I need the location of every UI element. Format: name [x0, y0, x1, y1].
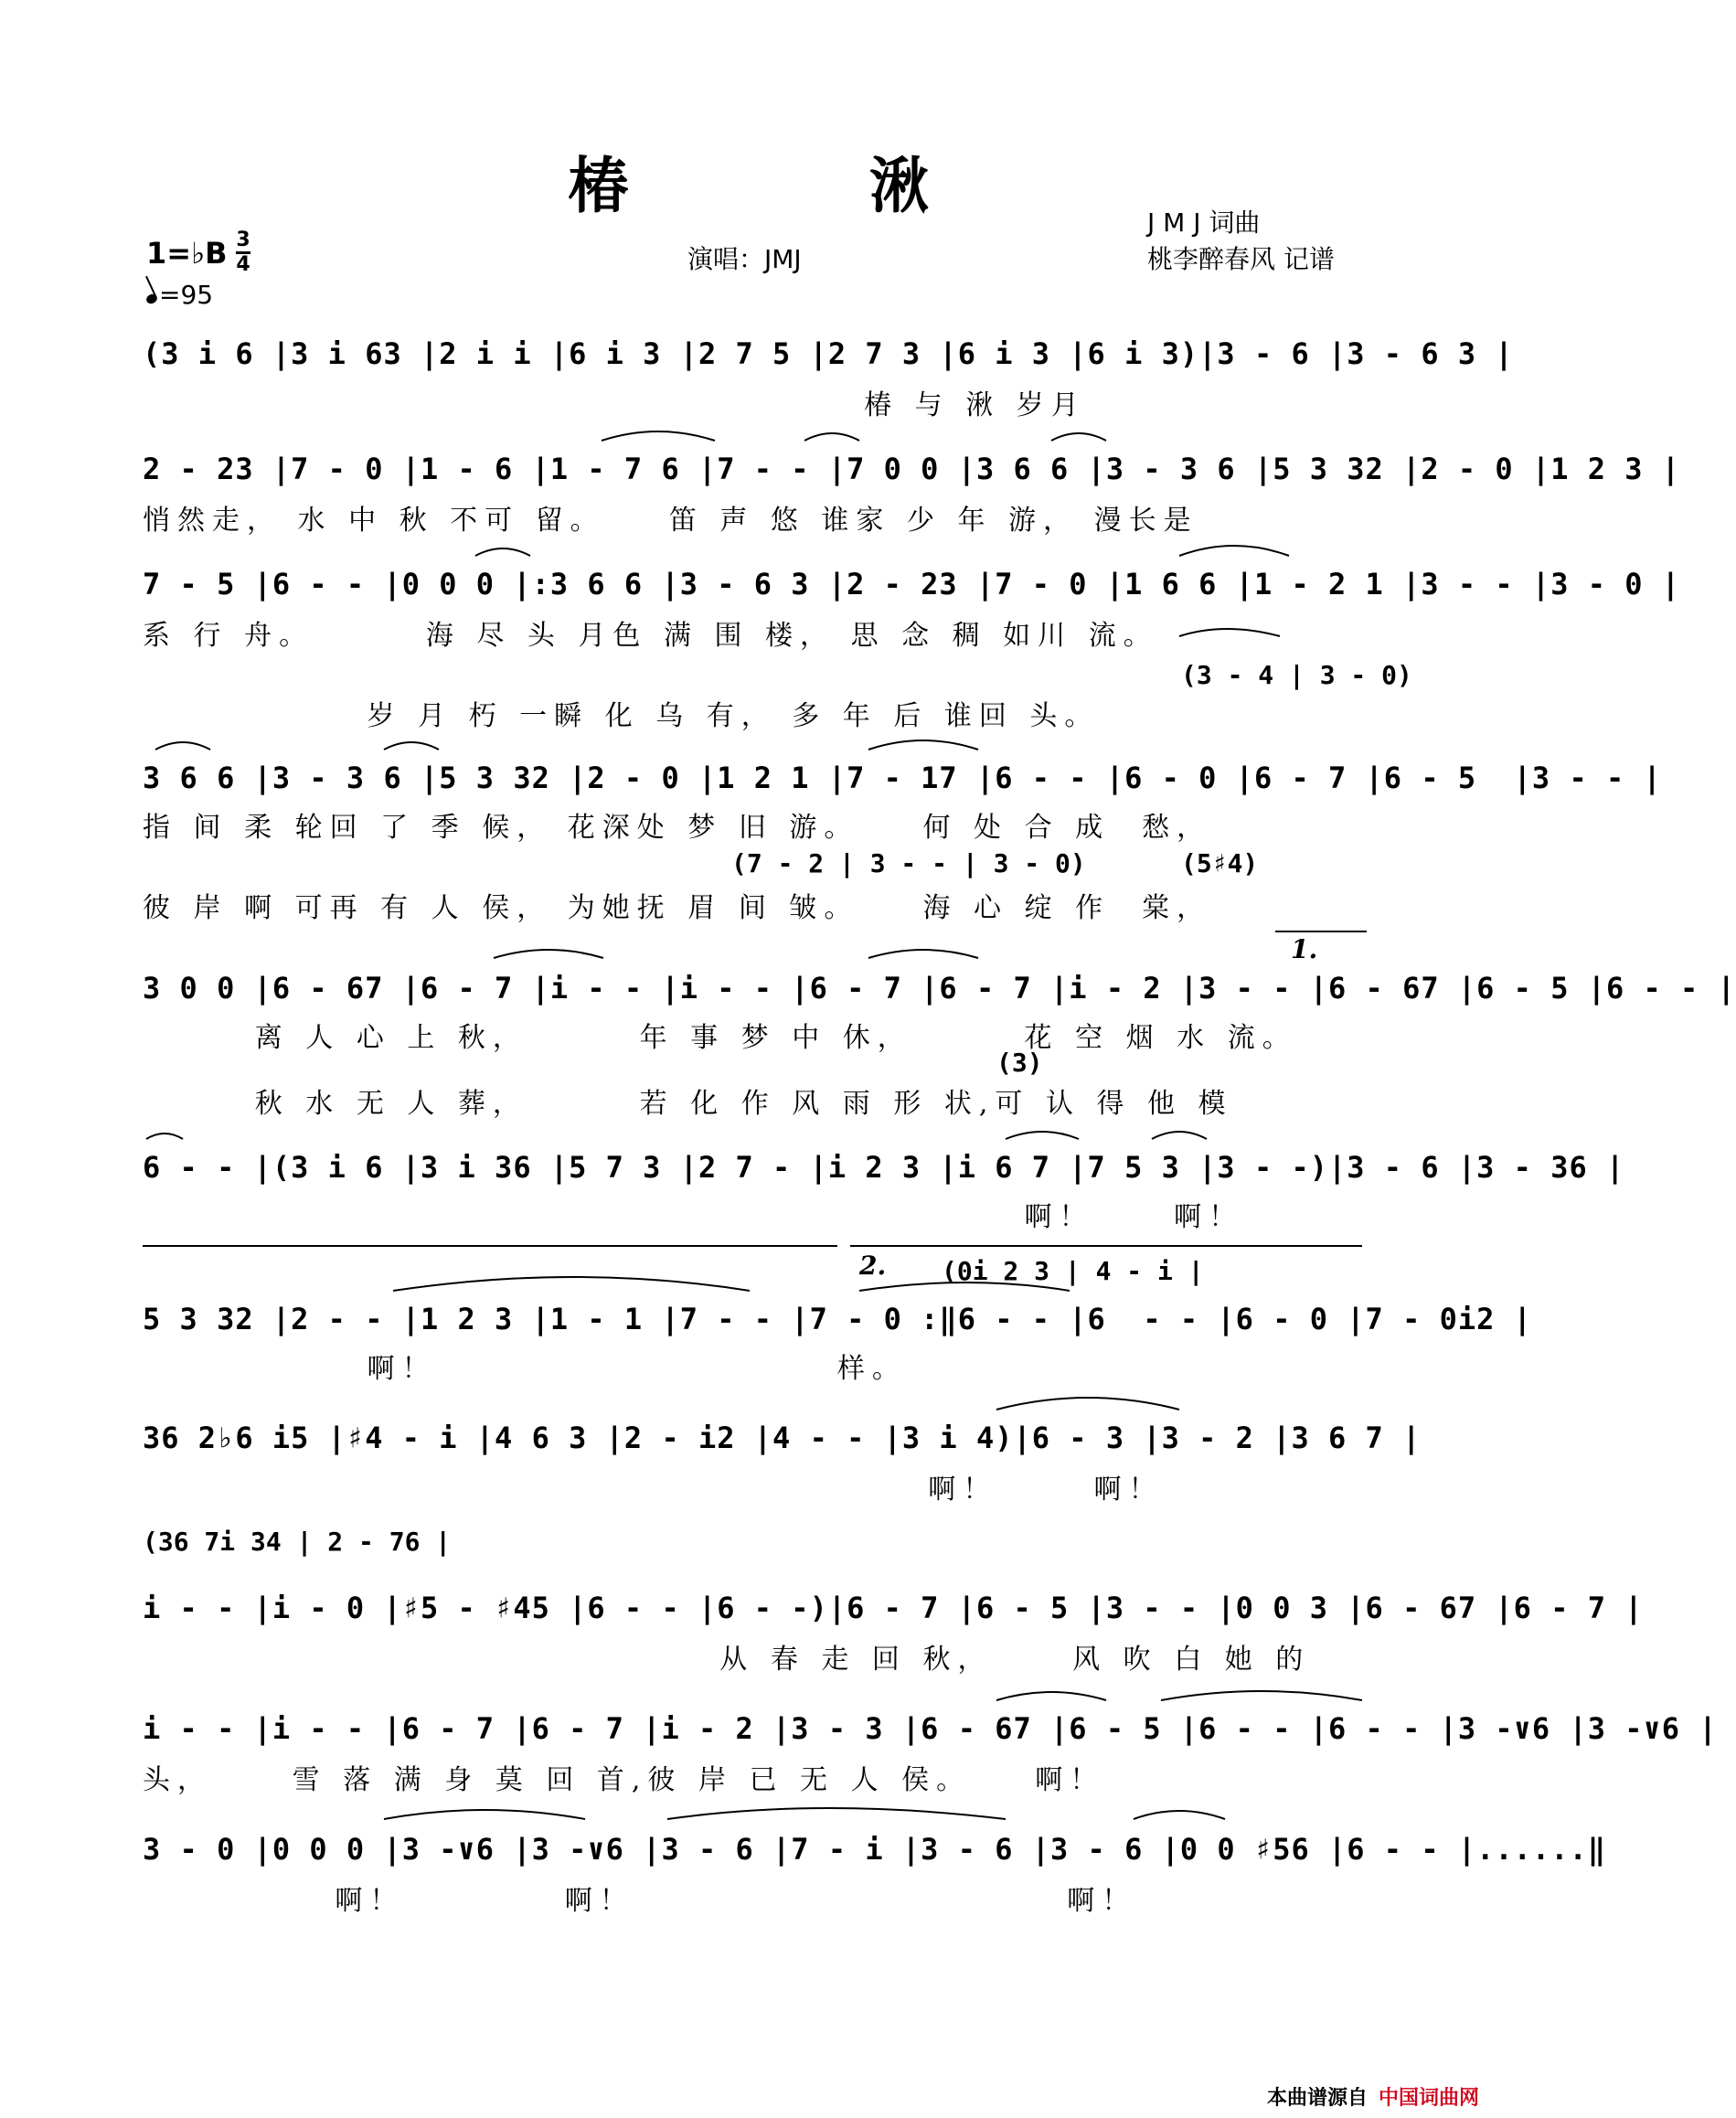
lyric-line-13: 头， 雪 落 满 身 莫 回 首,彼 岸 已 无 人 侯。 啊！	[143, 1764, 1105, 1796]
alt-phrase-notes: (7 - 2 | 3 - - | 3 - 0)	[731, 848, 1086, 878]
meter-top: 3	[236, 229, 250, 251]
score-line-9: 6 - - |(3 i 6 |3 i 36 |5 7 3 |2 7 - |i 2 3 |i 6 7 |7 5 3 |3 - -)|3 - 6 |3 - 36 |	[143, 1150, 1625, 1185]
key-signature: 1=♭B	[146, 236, 228, 271]
upper-voice-notes-2: (36 7i 34 | 2 - 76 |	[143, 1527, 452, 1557]
lyric-line-10: 啊！ 样。	[143, 1353, 907, 1385]
score-line-2: 2 - 23 |7 - 0 |1 - 6 |1 - 7 6 |7 - - |7 0 0 |3 6 6 |3 - 3 6 |5 3 32 |2 - 0 |1 2 3 |	[143, 452, 1681, 486]
score-line-11: 36 2♭6 i5 |♯4 - i |4 6 3 |2 - i2 |4 - - |3 i 4)|6 - 3 |3 - 2 |3 6 7 |	[143, 1421, 1422, 1455]
lyric-line-1: 椿 与 湫 岁月	[143, 389, 1086, 421]
tempo-value: =95	[159, 280, 214, 310]
footer-site-name: 中国词曲网	[1378, 2087, 1479, 2110]
alt-ending-notes: (3 - 4 | 3 - 0)	[1181, 660, 1412, 690]
lyric-line-5: 指 间 柔 轮回 了 季 候， 花深处 梦 旧 游。 何 处 合 成 愁，	[143, 812, 1212, 844]
lyric-line-3: 系 行 舟。 海 尽 头 月色 满 围 楼， 思 念 稠 如川 流。	[143, 620, 1158, 652]
lyric-line-2: 悄然走， 水 中 秋 不可 留。 笛 声 悠 谁家 少 年 游， 漫长是	[143, 505, 1198, 537]
lyric-line-6: 彼 岸 啊 可再 有 人 侯， 为她抚 眉 间 皱。 海 心 绽 作 棠，	[143, 892, 1212, 924]
singer-credit: 演唱：JMJ	[687, 244, 802, 274]
upper-voice-notes: (0i 2 3 | 4 - i |	[942, 1256, 1204, 1286]
score-line-1: (3 i 6 |3 i 63 |2 i i |6 i 3 |2 7 5 |2 7 3 |6 i 3 |6 i 3)|3 - 6 |3 - 6 3 |	[143, 336, 1514, 371]
footer-source-label: 本曲谱源自	[1266, 2087, 1368, 2110]
lyric-line-12: 从 春 走 回 秋， 风 吹 白 她 的	[143, 1644, 1311, 1676]
score-line-7: 3 0 0 |6 - 67 |6 - 7 |i - - |i - - |6 - 7 |6 - 7 |i - 2 |3 - - |6 - 67 |6 - 5 |6 - - |	[143, 971, 1736, 1006]
score-line-13: i - - |i - - |6 - 7 |6 - 7 |i - 2 |3 - 3 |6 - 67 |6 - 5 |6 - - |6 - - |3 -∨6 |3 -∨6 |	[143, 1711, 1718, 1746]
alt-note-3: (3)	[996, 1048, 1043, 1078]
alt-grace-notes: (5♯4)	[1181, 848, 1259, 878]
composer-credit: J M J 词曲	[1147, 208, 1261, 238]
meter-bottom: 4	[236, 253, 250, 276]
volta-2-label: 2.	[859, 1251, 887, 1281]
lyric-line-8: 秋 水 无 人 葬， 若 化 作 风 雨 形 状,可 认 得 他 模	[143, 1088, 1233, 1120]
lyric-line-14: 啊！ 啊！ 啊！	[143, 1885, 1137, 1917]
source-footer	[1267, 2082, 1479, 2111]
score-line-12: i - - |i - 0 |♯5 - ♯45 |6 - - |6 - -)|6 - 7 |6 - 5 |3 - - |0 0 3 |6 - 67 |6 - 7 |	[143, 1591, 1644, 1625]
song-title: 椿 湫	[568, 150, 1039, 221]
score-line-5: 3 6 6 |3 - 3 6 |5 3 32 |2 - 0 |1 2 1 |7 - 17 |6 - - |6 - 0 |6 - 7 |6 - 5 |3 - - |	[143, 761, 1662, 795]
lyric-line-7: 离 人 心 上 秋， 年 事 梦 中 休， 花 空 烟 水 流。	[143, 1022, 1297, 1054]
score-line-14: 3 - 0 |0 0 0 |3 -∨6 |3 -∨6 |3 - 6 |7 - i |3 - 6 |3 - 6 |0 0 ♯56 |6 - - |......‖	[143, 1832, 1606, 1867]
lyric-line-9: 啊！ 啊！	[143, 1201, 1244, 1233]
lyric-line-11: 啊！ 啊！	[143, 1474, 1164, 1506]
volta-1-label: 1.	[1291, 934, 1318, 964]
transcriber-credit: 桃李醉春风 记谱	[1147, 244, 1335, 274]
score-line-3: 7 - 5 |6 - - |0 0 0 |:3 6 6 |3 - 6 3 |2 - 23 |7 - 0 |1 6 6 |1 - 2 1 |3 - - |3 - 0 |	[143, 567, 1681, 601]
lyric-line-4: 岁 月 朽 一瞬 化 乌 有， 多 年 后 谁回 头。	[143, 700, 1100, 732]
score-line-10: 5 3 32 |2 - - |1 2 3 |1 - 1 |7 - - |7 - 0 :‖6 - - |6 - - |6 - 0 |7 - 0i2 |	[143, 1302, 1532, 1336]
